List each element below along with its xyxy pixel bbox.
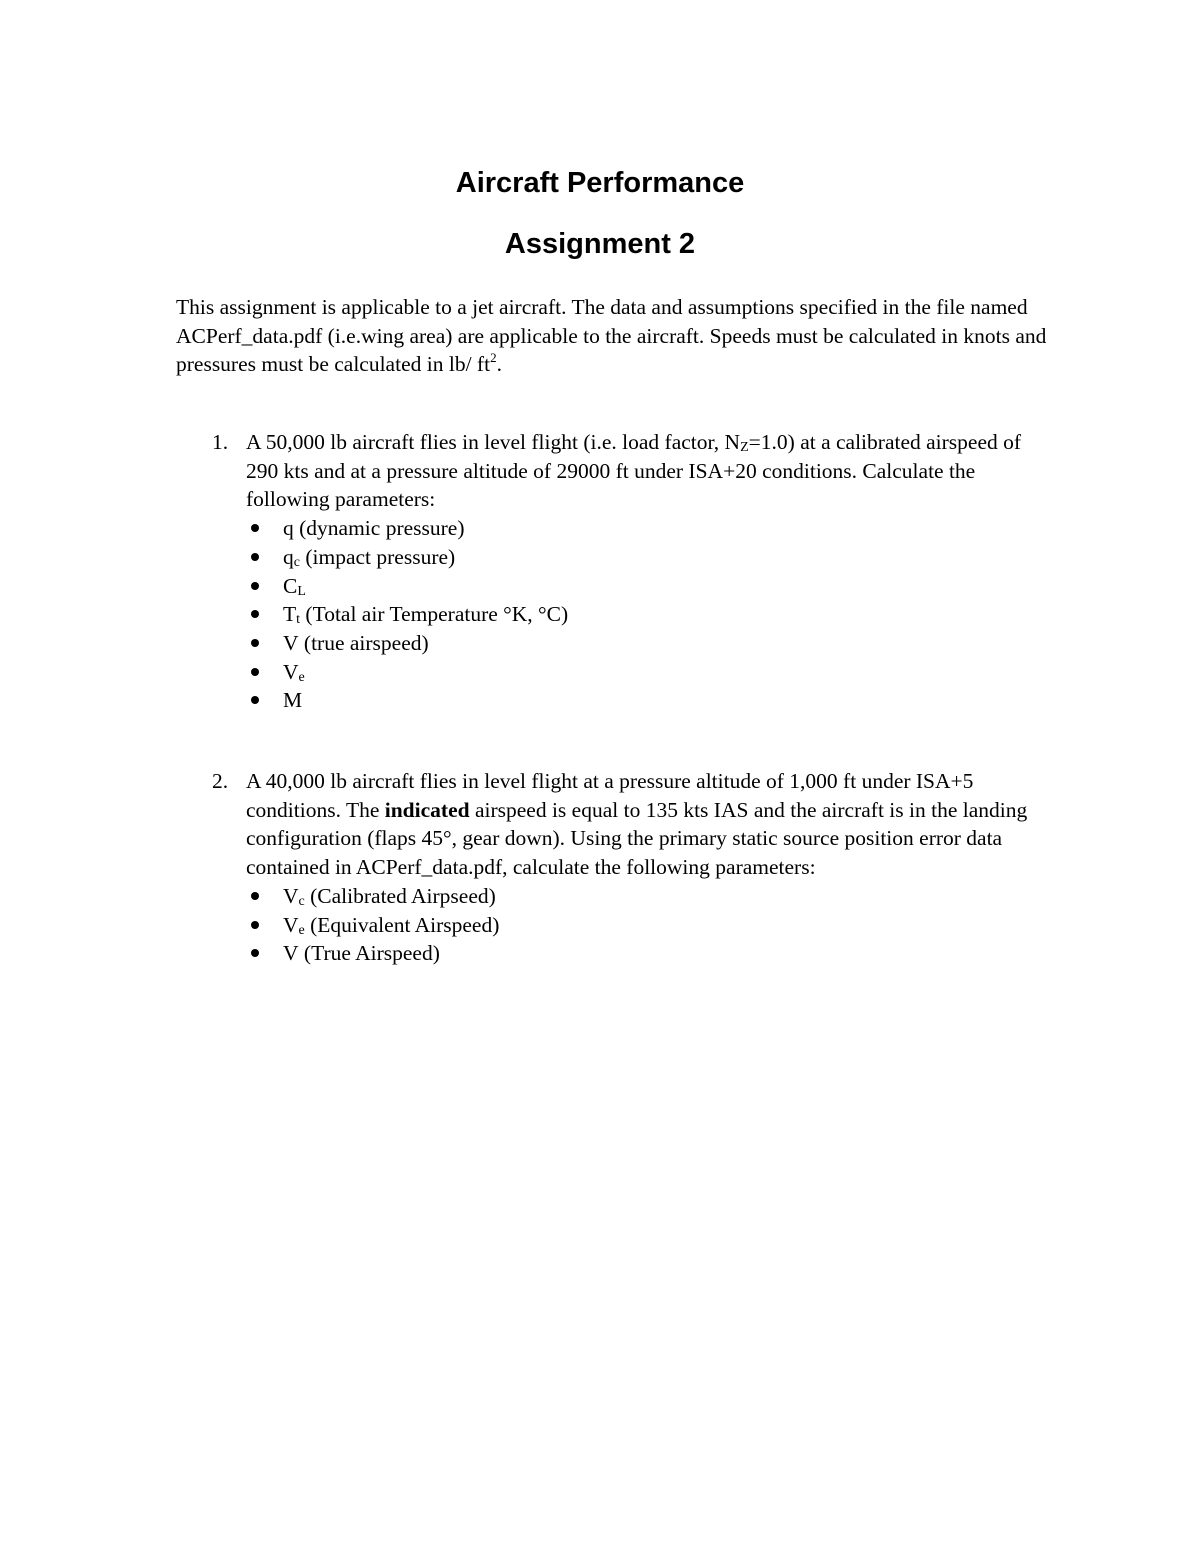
item-main: C	[283, 573, 298, 598]
item-subscript: e	[298, 669, 305, 685]
question-text-part: A 50,000 lb aircraft flies in level flight (i.e. load factor, N	[246, 430, 741, 454]
item-main: q	[283, 516, 294, 541]
question-text	[246, 767, 1036, 882]
item-main: V	[283, 659, 299, 684]
item-main: T	[283, 602, 297, 627]
item-subscript: c	[293, 554, 300, 570]
question-text-emphasis: indicated	[384, 797, 470, 822]
document-subtitle: Assignment 2	[504, 228, 696, 260]
question-text-subscript: Z	[740, 440, 749, 455]
bullet-icon	[251, 668, 259, 676]
intro-text: This assignment is applicable to a jet aircraft. The data and assumptions specified in the file named ACPerf_data.pdf (i.e.wing area) are applicable to the aircraft. Speeds must be calculated in knots and pressures must be calculated in lb/ ft	[176, 295, 1047, 377]
item-rest: (Equivalent Airspeed)	[304, 912, 500, 937]
list-item	[246, 882, 1036, 911]
list-item	[246, 572, 1036, 601]
parameter-list	[246, 514, 1036, 715]
item-subscript: t	[296, 612, 301, 628]
intro-superscript: 2	[490, 350, 497, 366]
question-text-part: airspeed is equal to 135 kts IAS and the aircraft is in the landing configuration (flaps 45°, gear down). Using the primary static source position error data contained in ACPerf_data.pdf, calculate the following parameters:	[246, 797, 1028, 880]
parameter-list	[246, 882, 1036, 968]
bullet-icon	[251, 921, 259, 929]
question-text-part: =1.0) at a calibrated airspeed of 290 kts and at a pressure altitude of 29000 ft under ISA+20 conditions. Calculate the following parameters:	[246, 430, 1022, 512]
item-main: M	[283, 688, 303, 713]
intro-paragraph	[176, 293, 1056, 379]
item-main: q	[283, 544, 294, 569]
list-item	[246, 911, 1036, 940]
question-number: 2.	[212, 769, 229, 793]
item-rest: (True Airspeed)	[298, 941, 440, 966]
intro-end: .	[496, 352, 502, 377]
item-subscript: L	[297, 583, 306, 599]
item-rest: (true airspeed)	[298, 630, 429, 655]
list-item	[246, 939, 1036, 968]
item-rest: (Total air Temperature °K, °C)	[300, 602, 569, 627]
list-item	[246, 658, 1036, 687]
question-2	[176, 767, 1036, 968]
question-text	[246, 428, 1036, 514]
bullet-icon	[251, 610, 259, 618]
question-text-part: A 40,000 lb aircraft flies in level flight at a pressure altitude of 1,000 ft under ISA+5 conditions. The	[246, 769, 974, 822]
bullet-icon	[251, 524, 259, 532]
list-item	[246, 629, 1036, 658]
item-subscript: e	[298, 922, 305, 938]
item-main: V	[283, 883, 299, 908]
item-main: V	[283, 912, 299, 937]
list-item	[246, 600, 1036, 629]
item-rest: (Calibrated Airpseed)	[304, 883, 496, 908]
list-item	[246, 686, 1036, 715]
item-main: V	[283, 941, 299, 966]
document-title: Aircraft Performance	[455, 167, 745, 199]
bullet-icon	[251, 582, 259, 590]
item-main: V	[283, 630, 299, 655]
bullet-icon	[251, 639, 259, 647]
question-1	[176, 428, 1036, 715]
bullet-icon	[251, 553, 259, 561]
item-rest: (impact pressure)	[299, 544, 456, 569]
item-rest: (dynamic pressure)	[293, 516, 465, 541]
item-subscript: c	[298, 893, 305, 909]
question-number: 1.	[212, 430, 229, 454]
bullet-icon	[251, 949, 259, 957]
list-item	[246, 543, 1036, 572]
bullet-icon	[251, 892, 259, 900]
list-item	[246, 514, 1036, 543]
bullet-icon	[251, 696, 259, 704]
